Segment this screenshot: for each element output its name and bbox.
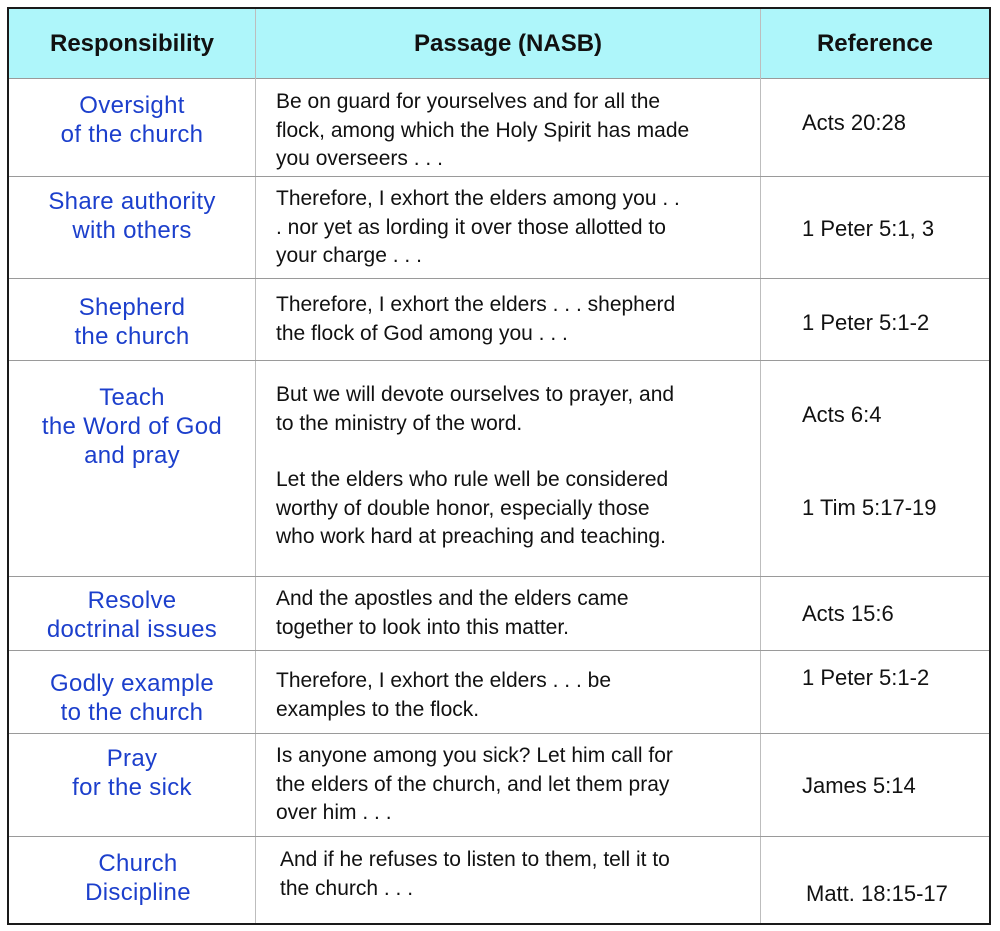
responsibility-line: of the church [60, 121, 204, 148]
responsibility-line: and pray [84, 442, 180, 469]
table-row [9, 361, 989, 577]
passage-line: Therefore, I exhort the elders . . . shepherd [276, 293, 676, 316]
table-row [9, 651, 989, 734]
responsibility-line: to the church [60, 699, 204, 726]
responsibilities-table [7, 7, 991, 925]
responsibility-line: Pray [106, 745, 158, 772]
reference-cell: Acts 6:4 [802, 402, 882, 427]
passage-line: over him . . . [276, 801, 392, 824]
table-row [9, 177, 989, 279]
passage-cell [276, 742, 746, 828]
passage-line: the elders of the church, and let them pray [276, 772, 670, 796]
passage-line: flock, among which the Holy Spirit has made [276, 118, 690, 142]
passage-cell [276, 185, 746, 271]
responsibility-line: Resolve [87, 587, 177, 614]
passage-line: And if he refuses to listen to them, tell it to [280, 848, 670, 871]
responsibility-line: Discipline [85, 879, 191, 906]
passage-line: together to look into this matter. [276, 615, 569, 639]
passage-line: Therefore, I exhort the elders among you . . [276, 187, 680, 210]
responsibility-cell [9, 669, 255, 727]
responsibility-line: for the sick [72, 774, 192, 801]
passage-line: And the apostles and the elders came [276, 587, 629, 610]
passage-line: Therefore, I exhort the elders . . . be [276, 669, 612, 692]
passage-line: to the ministry of the word. [276, 411, 523, 435]
reference-cell: Matt. 18:15-17 [806, 881, 948, 906]
responsibility-line: Teach [99, 384, 165, 411]
reference-cell: James 5:14 [802, 773, 916, 798]
responsibility-line: Church [98, 850, 178, 877]
passage-cell [276, 667, 746, 724]
responsibility-line: doctrinal issues [46, 616, 218, 643]
responsibility-cell [15, 849, 261, 907]
passage-cell [276, 585, 746, 642]
table-row [9, 79, 989, 177]
responsibility-line: Godly example [50, 670, 214, 697]
table-header-row [9, 9, 989, 79]
table-row [9, 837, 989, 923]
passage-line: But we will devote ourselves to prayer, and [276, 383, 675, 406]
responsibility-line: Oversight [79, 92, 185, 119]
reference-cell: 1 Tim 5:17-19 [802, 495, 937, 520]
reference-cell: Acts 15:6 [802, 601, 894, 626]
responsibility-line: the Word of God [41, 413, 223, 440]
passage-line: you overseers . . . [276, 147, 443, 170]
reference-cell: 1 Peter 5:1, 3 [802, 216, 935, 241]
passage-line: Let the elders who rule well be considered [276, 468, 669, 491]
responsibility-cell [9, 187, 255, 245]
header-reference: Reference [816, 30, 934, 57]
responsibility-cell [9, 744, 255, 802]
reference-cell: Acts 20:28 [802, 110, 906, 135]
table-row [9, 279, 989, 361]
passage-cell [280, 846, 750, 903]
responsibility-cell [9, 91, 255, 149]
responsibility-cell [9, 293, 255, 351]
passage-line: examples to the flock. [276, 697, 480, 721]
passage-line: the flock of God among you . . . [276, 321, 568, 345]
passage-cell [276, 466, 746, 552]
passage-line: your charge . . . [276, 244, 422, 267]
header-responsibility: Responsibility [49, 30, 215, 57]
table-row [9, 577, 989, 651]
responsibility-line: Shepherd [78, 294, 186, 321]
passage-cell [276, 381, 746, 438]
passage-cell [276, 291, 746, 348]
passage-cell [276, 88, 746, 174]
responsibility-cell [9, 383, 255, 470]
responsibility-cell [9, 586, 255, 644]
passage-line: worthy of double honor, especially those [276, 496, 650, 520]
header-passage: Passage (NASB) [413, 30, 603, 57]
responsibility-line: Share authority [48, 188, 216, 215]
passage-line: the church . . . [280, 876, 414, 900]
passage-line: Is anyone among you sick? Let him call for [276, 744, 673, 767]
responsibility-line: with others [72, 217, 192, 244]
reference-cell: 1 Peter 5:1-2 [802, 310, 930, 335]
passage-line: Be on guard for yourselves and for all the [276, 90, 661, 113]
responsibility-line: the church [74, 323, 190, 350]
passage-line: . nor yet as lording it over those allotted to [276, 215, 666, 239]
table-row [9, 734, 989, 837]
reference-cell: 1 Peter 5:1-2 [802, 665, 930, 690]
passage-line: who work hard at preaching and teaching. [276, 525, 666, 548]
